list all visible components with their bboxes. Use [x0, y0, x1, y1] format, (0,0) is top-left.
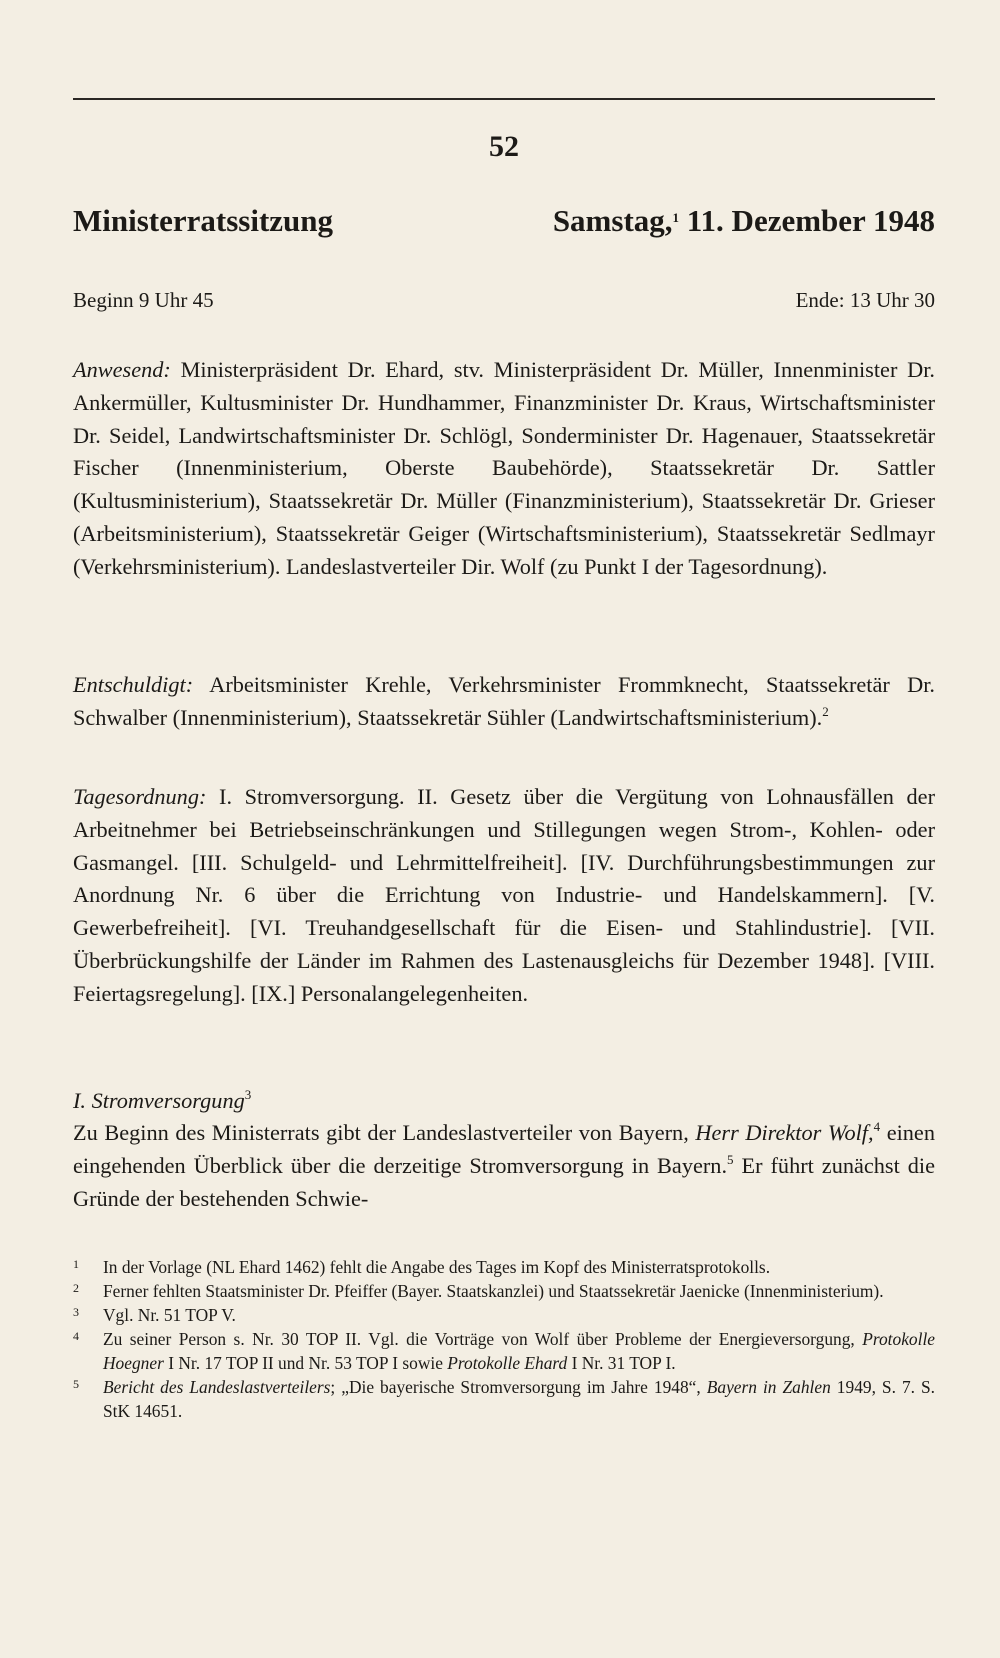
- footnote-text: [103, 1375, 935, 1423]
- footnote-number: 5: [73, 1377, 79, 1391]
- section-body-part2: einen eingehenden Überblick über die derzeitige Stromversorgung in Bayern.: [73, 1120, 935, 1178]
- footnote-citation: Protokolle Ehard: [447, 1353, 568, 1373]
- agenda-label: Tagesordnung:: [73, 784, 207, 809]
- section-title-text: I. Stromversorgung: [73, 1088, 245, 1113]
- section-body: [73, 1117, 935, 1215]
- excused-text: Arbeitsminister Krehle, Verkehrsminister Frommknecht, Staatssekretär Dr. Schwalber (Innenministerium), Staatssekretär Sühler (Landwirtschaftsministerium).: [73, 672, 935, 730]
- excused-label: Entschuldigt:: [73, 672, 194, 697]
- footnote-ref-2[interactable]: 2: [822, 703, 829, 719]
- top-rule: [73, 98, 935, 100]
- footnote-text: [103, 1327, 935, 1375]
- footnote-text-part: ; „Die bayerische Stromversorgung im Jahre 1948“,: [330, 1377, 707, 1397]
- attendees-label: Anwesend:: [73, 357, 171, 382]
- footnote-ref-5[interactable]: 5: [727, 1151, 734, 1167]
- footnote-2: [73, 1279, 935, 1303]
- attendees-paragraph: [73, 354, 935, 584]
- excused-paragraph: [73, 669, 935, 735]
- agenda-paragraph: [73, 781, 935, 1011]
- footnote-5: [73, 1375, 935, 1423]
- heading-day: Samstag,: [552, 203, 673, 238]
- end-time: Ende: 13 Uhr 30: [795, 288, 935, 312]
- section-body-part1: Zu Beginn des Ministerrats gibt der Landeslastverteiler von Bayern,: [73, 1120, 696, 1145]
- section-title: [73, 1085, 935, 1118]
- footnote-number: 3: [73, 1305, 79, 1319]
- start-time: Beginn 9 Uhr 45: [73, 288, 214, 312]
- section-body-part3: Er führt zunächst die Gründe der bestehenden Schwie-: [73, 1152, 936, 1211]
- agenda-text: I. Stromversorgung. II. Gesetz über die Vergütung von Lohnausfällen der Arbeitnehmer bei Betriebseinschränkungen und Stillegungen wegen Strom-, Kohlen- oder Gasmangel. [III. Schulgeld- und Lehrmittelfreiheit]. [IV. Durchführungsbestimmungen zur Anordnung Nr. 6 über die Errichtung von Industrie- und Handelskammern]. [V. Gewerbefreiheit]. [VI. Treuhandgesellschaft für die Eisen- und Stahlindustrie]. [VII. Überbrückungshilfe der Länder im Rahmen des Lastenausgleichs für Dezember 1948]. [VIII. Feiertagsregelung]. [IX.] Personalangelegenheiten.: [73, 784, 936, 1006]
- document-page: [73, 0, 936, 1658]
- footnote-text-part: I Nr. 31 TOP I.: [567, 1353, 676, 1373]
- footnote-citation: Protokolle Hoegner: [103, 1329, 935, 1373]
- footnote-ref-1[interactable]: 1: [672, 210, 680, 225]
- footnote-citation: Bayern in Zahlen: [706, 1377, 831, 1397]
- heading: [73, 203, 935, 239]
- attendees-text: Ministerpräsident Dr. Ehard, stv. Ministerpräsident Dr. Müller, Innenminister Dr. Ankermüller, Kultusminister Dr. Hundhammer, Finanzminister Dr. Kraus, Wirtschaftsminister Dr. Seidel, Landwirtschaftsminister Dr. Schlögl, Sonderminister Dr. Hagenauer, Staatssekretär Fischer (Innenministerium, Oberste Baubehörde), Staatssekretär Dr. Sattler (Kultusministerium), Staatssekretär Dr. Müller (Finanzministerium), Staatssekretär Dr. Grieser (Arbeitsministerium), Staatssekretär Geiger (Wirtschaftsministerium), Staatssekretär Sedlmayr (Verkehrsministerium). Landeslastverteiler Dir. Wolf (zu Punkt I der Tagesordnung).: [73, 357, 936, 579]
- footnote-4: [73, 1327, 935, 1375]
- heading-title: Ministerratssitzung: [73, 203, 334, 238]
- footnote-text-part: I Nr. 17 TOP II und Nr. 53 TOP I sowie: [163, 1353, 448, 1373]
- footnote-number: 1: [73, 1257, 79, 1271]
- footnote-1: [73, 1255, 935, 1279]
- footnote-citation: Bericht des Landeslastverteilers: [103, 1377, 331, 1397]
- footnote-text: Ferner fehlten Staatsminister Dr. Pfeiffer (Bayer. Staatskanzlei) und Staatssekretär Jaenicke (Innenministerium).: [103, 1281, 884, 1301]
- footnote-ref-4[interactable]: 4: [873, 1119, 881, 1134]
- footnote-3: [73, 1303, 935, 1327]
- footnote-number: 4: [73, 1329, 79, 1343]
- footnote-text-part: 1949, S. 7. S. StK 14651.: [103, 1377, 936, 1421]
- meeting-times: [73, 288, 935, 313]
- footnote-text-part: Zu seiner Person s. Nr. 30 TOP II. Vgl. die Vorträge von Wolf über Probleme der Energieversorgung,: [103, 1329, 863, 1349]
- footnotes: [73, 1255, 935, 1423]
- footnote-ref-3[interactable]: 3: [244, 1087, 252, 1102]
- footnote-text: In der Vorlage (NL Ehard 1462) fehlt die Angabe des Tages im Kopf des Ministerratsprotokolls.: [103, 1257, 771, 1277]
- footnote-text: Vgl. Nr. 51 TOP V.: [103, 1305, 236, 1325]
- footnote-number: 2: [73, 1281, 79, 1295]
- section-body-emphasis: Herr Direktor Wolf,: [695, 1120, 874, 1145]
- heading-date-group: [553, 203, 935, 239]
- document-number: 52: [489, 130, 519, 163]
- heading-date: 11. Dezember 1948: [686, 203, 935, 238]
